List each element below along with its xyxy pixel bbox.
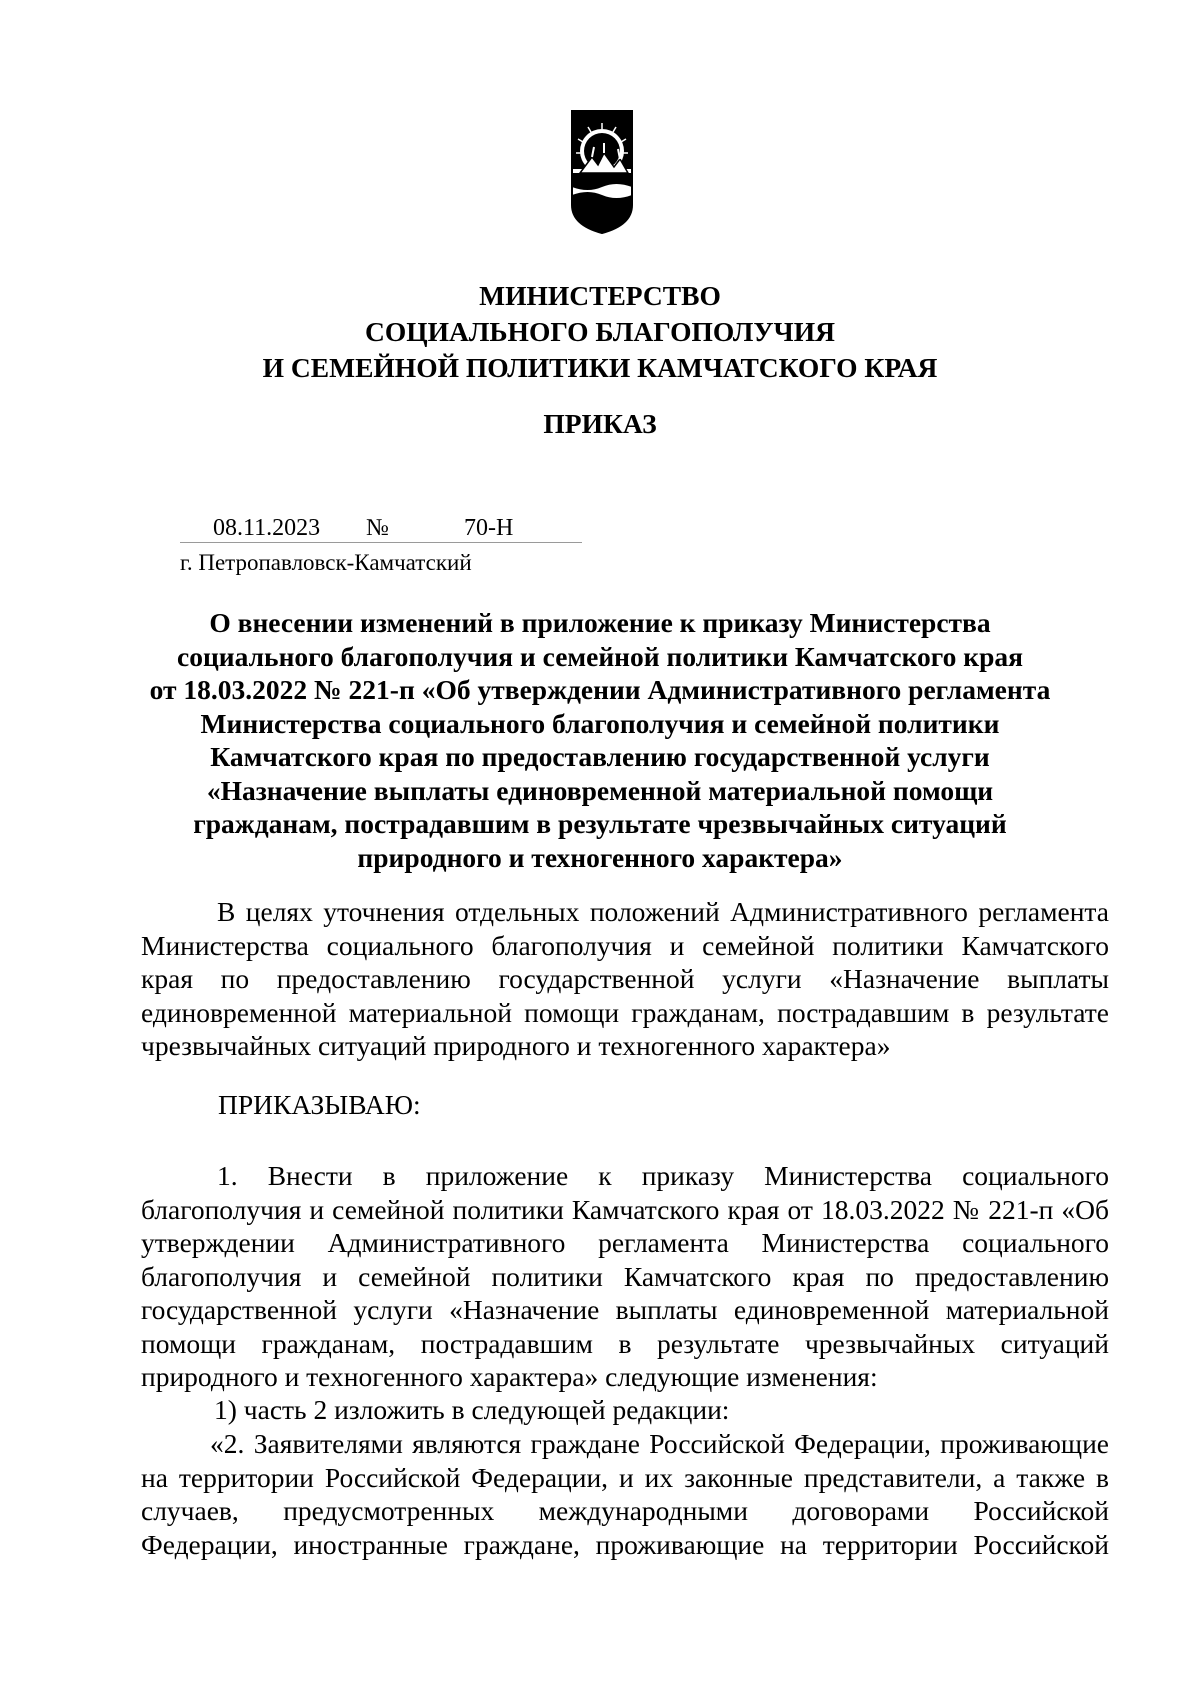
quoted-part-2: [141, 1427, 1109, 1561]
paragraph-line: благополучия и семейной политики Камчатского края по предоставлению: [141, 1260, 1109, 1292]
item-1-paragraph: [141, 1159, 1109, 1394]
coat-of-arms-emblem: [566, 109, 638, 235]
preamble-paragraph: [141, 895, 1109, 1063]
paragraph-line: Министерства социального благополучия и семейной политики Камчатского: [141, 929, 1109, 961]
document-subject: [140, 606, 1060, 874]
registration-line: [180, 515, 582, 543]
paragraph-line: края по предоставлению государственной услуги «Назначение выплаты: [141, 963, 1109, 994]
paragraph-line: Федерации, иностранные граждане, проживающие на территории Российской: [141, 1528, 1109, 1560]
subject-line: О внесении изменений в приложение к приказу Министерства: [209, 607, 991, 638]
directive-word: ПРИКАЗЫВАЮ:: [218, 1089, 421, 1120]
subject-line: Министерства социального благополучия и семейной политики: [200, 707, 1000, 739]
paragraph-line: 1. Внести в приложение к приказу Министерства социального: [217, 1160, 1109, 1191]
subject-line: природного и техногенного характера»: [357, 841, 843, 873]
paragraph-line: случаев, предусмотренных международными договорами Российской: [141, 1495, 1109, 1526]
paragraph-line: природного и техногенного характера» следующие изменения:: [141, 1361, 878, 1392]
number-sign: №: [366, 515, 389, 541]
ministry-name-line: И СЕМЕЙНОЙ ПОЛИТИКИ КАМЧАТСКОГО КРАЯ: [262, 352, 938, 383]
paragraph-line: государственной услуги «Назначение выплаты единовременной материальной: [141, 1294, 1109, 1325]
paragraph-line: благополучия и семейной политики Камчатского края от 18.03.2022 № 221-п «Об: [141, 1193, 1109, 1225]
document-type: ПРИКАЗ: [543, 408, 657, 439]
paragraph-line: чрезвычайных ситуаций природного и техногенного характера»: [141, 1030, 891, 1061]
paragraph-line: В целях уточнения отдельных положений Административного регламента: [217, 896, 1109, 927]
subject-line: гражданам, пострадавшим в результате чрезвычайных ситуаций: [193, 808, 1007, 839]
paragraph-line: на территории Российской Федерации, и их законные представители, а также в: [141, 1461, 1109, 1493]
subject-line: от 18.03.2022 № 221-п «Об утверждении Административного регламента: [149, 674, 1051, 705]
registration-number: 70-Н: [464, 515, 514, 541]
paragraph-line: «2. Заявителями являются граждане Российской Федерации, проживающие: [210, 1428, 1109, 1459]
place-of-issue: г. Петропавловск-Камчатский: [180, 550, 472, 575]
ministry-name: [0, 278, 1200, 386]
ministry-name-line: МИНИСТЕРСТВО: [479, 280, 721, 311]
paragraph-line: утверждении Административного регламента Министерства социального: [141, 1227, 1109, 1258]
subitem-1: 1) часть 2 изложить в следующей редакции:: [214, 1394, 730, 1425]
subject-line: «Назначение выплаты единовременной материальной помощи: [206, 774, 994, 806]
subject-line: социального благополучия и семейной политики Камчатского края: [176, 640, 1023, 672]
subject-line: Камчатского края по предоставлению государственной услуги: [210, 741, 990, 772]
ministry-name-line: СОЦИАЛЬНОГО БЛАГОПОЛУЧИЯ: [365, 316, 835, 347]
kamchatka-coat-of-arms-icon: [566, 109, 638, 235]
registration-date: 08.11.2023: [213, 515, 321, 541]
paragraph-line: помощи гражданам, пострадавшим в результате чрезвычайных ситуаций: [141, 1327, 1109, 1359]
paragraph-line: единовременной материальной помощи гражданам, пострадавшим в результате: [141, 996, 1109, 1028]
